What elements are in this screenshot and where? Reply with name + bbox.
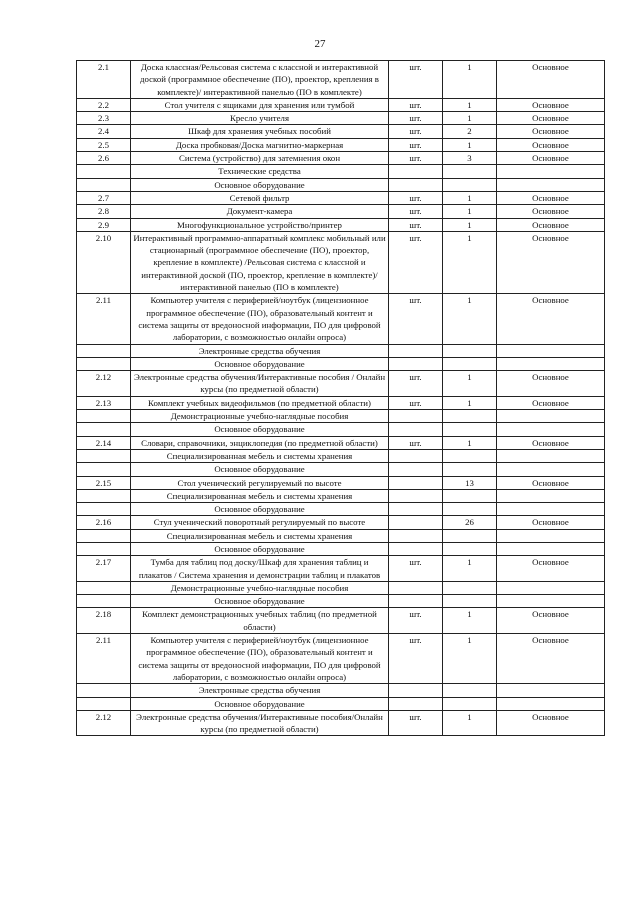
empty-cell	[443, 357, 497, 370]
section-header-row	[77, 344, 605, 357]
item-category: Основное	[497, 516, 605, 529]
subsection-title: Основное оборудование	[131, 697, 389, 710]
item-code: 2.18	[77, 608, 131, 634]
section-title: Демонстрационные учебно-наглядные пособия	[131, 581, 389, 594]
section-header-row	[77, 529, 605, 542]
item-quantity: 3	[443, 152, 497, 165]
item-name: Многофункциональное устройство/принтер	[131, 218, 389, 231]
empty-cell	[497, 410, 605, 423]
subsection-title: Основное оборудование	[131, 357, 389, 370]
section-title: Электронные средства обучения	[131, 344, 389, 357]
item-code: 2.8	[77, 205, 131, 218]
item-quantity: 26	[443, 516, 497, 529]
table-row	[77, 396, 605, 409]
empty-cell	[77, 542, 131, 555]
item-category: Основное	[497, 191, 605, 204]
table-row	[77, 231, 605, 293]
item-code: 2.6	[77, 152, 131, 165]
item-unit: шт.	[389, 396, 443, 409]
empty-cell	[389, 357, 443, 370]
empty-cell	[77, 344, 131, 357]
empty-cell	[77, 489, 131, 502]
empty-cell	[443, 529, 497, 542]
empty-cell	[389, 542, 443, 555]
item-code: 2.10	[77, 231, 131, 293]
empty-cell	[497, 423, 605, 436]
item-name: Документ-камера	[131, 205, 389, 218]
item-name: Стол ученический регулируемый по высоте	[131, 476, 389, 489]
item-unit: шт.	[389, 634, 443, 684]
item-name: Интерактивный программно-аппаратный комплекс мобильный или стационарный (программное обеспечение (ПО), проектор, крепление в комплекте) /Рельсовая система с классной и интерактивной доской (ПО, проектор, крепление в комплекте)/ интерактивной панелью (ПО в комплекте)	[131, 231, 389, 293]
section-header-row	[77, 410, 605, 423]
item-quantity: 13	[443, 476, 497, 489]
section-title: Специализированная мебель и системы хранения	[131, 489, 389, 502]
table-row	[77, 371, 605, 397]
empty-cell	[389, 165, 443, 178]
item-name: Тумба для таблиц под доску/Шкаф для хранения таблиц и плакатов / Система хранения и демонстрации таблиц и плакатов	[131, 556, 389, 582]
table-row	[77, 112, 605, 125]
item-code: 2.5	[77, 138, 131, 151]
item-name: Комплект демонстрационных учебных таблиц (по предметной области)	[131, 608, 389, 634]
empty-cell	[497, 489, 605, 502]
table-row	[77, 205, 605, 218]
table-row	[77, 152, 605, 165]
empty-cell	[443, 344, 497, 357]
item-code: 2.12	[77, 710, 131, 736]
empty-cell	[77, 410, 131, 423]
table-row	[77, 608, 605, 634]
item-quantity: 2	[443, 125, 497, 138]
empty-cell	[389, 529, 443, 542]
page-number: 27	[314, 38, 326, 50]
subsection-title: Основное оборудование	[131, 595, 389, 608]
empty-cell	[389, 178, 443, 191]
subsection-header-row	[77, 423, 605, 436]
empty-cell	[389, 697, 443, 710]
item-unit: шт.	[389, 556, 443, 582]
item-unit	[389, 476, 443, 489]
item-code: 2.3	[77, 112, 131, 125]
empty-cell	[497, 449, 605, 462]
empty-cell	[497, 178, 605, 191]
table-row	[77, 294, 605, 344]
table-row	[77, 516, 605, 529]
empty-cell	[77, 178, 131, 191]
section-title: Специализированная мебель и системы хранения	[131, 529, 389, 542]
item-category: Основное	[497, 205, 605, 218]
item-category: Основное	[497, 112, 605, 125]
empty-cell	[443, 503, 497, 516]
item-category: Основное	[497, 231, 605, 293]
item-name: Стул ученический поворотный регулируемый по высоте	[131, 516, 389, 529]
item-code: 2.17	[77, 556, 131, 582]
subsection-title: Основное оборудование	[131, 503, 389, 516]
item-code: 2.9	[77, 218, 131, 231]
item-category: Основное	[497, 608, 605, 634]
table-row	[77, 125, 605, 138]
subsection-title: Основное оборудование	[131, 542, 389, 555]
empty-cell	[77, 463, 131, 476]
item-category: Основное	[497, 125, 605, 138]
item-code: 2.2	[77, 98, 131, 111]
empty-cell	[497, 697, 605, 710]
item-quantity: 1	[443, 634, 497, 684]
empty-cell	[443, 581, 497, 594]
empty-cell	[497, 684, 605, 697]
item-quantity: 1	[443, 138, 497, 151]
empty-cell	[389, 489, 443, 502]
section-header-row	[77, 489, 605, 502]
section-title: Специализированная мебель и системы хранения	[131, 449, 389, 462]
item-name: Стол учителя с ящиками для хранения или тумбой	[131, 98, 389, 111]
item-quantity: 1	[443, 436, 497, 449]
section-title: Электронные средства обучения	[131, 684, 389, 697]
item-category: Основное	[497, 218, 605, 231]
table-row	[77, 476, 605, 489]
empty-cell	[389, 463, 443, 476]
item-name: Электронные средства обучения/Интерактивные пособия / Онлайн курсы (по предметной области)	[131, 371, 389, 397]
table-row	[77, 556, 605, 582]
item-code: 2.12	[77, 371, 131, 397]
empty-cell	[77, 165, 131, 178]
empty-cell	[497, 344, 605, 357]
table-row	[77, 191, 605, 204]
empty-cell	[77, 357, 131, 370]
subsection-header-row	[77, 697, 605, 710]
empty-cell	[443, 684, 497, 697]
empty-cell	[497, 529, 605, 542]
item-name: Сетевой фильтр	[131, 191, 389, 204]
item-name: Доска пробковая/Доска магнитно-маркерная	[131, 138, 389, 151]
item-unit: шт.	[389, 98, 443, 111]
subsection-header-row	[77, 503, 605, 516]
empty-cell	[389, 344, 443, 357]
item-quantity: 1	[443, 205, 497, 218]
item-code: 2.15	[77, 476, 131, 489]
item-code: 2.16	[77, 516, 131, 529]
empty-cell	[497, 357, 605, 370]
empty-cell	[443, 165, 497, 178]
item-quantity: 1	[443, 710, 497, 736]
empty-cell	[443, 463, 497, 476]
section-title: Технические средства	[131, 165, 389, 178]
item-unit	[389, 516, 443, 529]
empty-cell	[77, 423, 131, 436]
empty-cell	[389, 595, 443, 608]
item-category: Основное	[497, 634, 605, 684]
item-category: Основное	[497, 396, 605, 409]
table-row	[77, 436, 605, 449]
item-unit: шт.	[389, 152, 443, 165]
subsection-header-row	[77, 463, 605, 476]
empty-cell	[389, 449, 443, 462]
empty-cell	[77, 529, 131, 542]
item-unit: шт.	[389, 231, 443, 293]
item-category: Основное	[497, 98, 605, 111]
section-header-row	[77, 581, 605, 594]
subsection-header-row	[77, 595, 605, 608]
empty-cell	[443, 178, 497, 191]
item-name: Электронные средства обучения/Интерактивные пособия/Онлайн курсы (по предметной области)	[131, 710, 389, 736]
subsection-title: Основное оборудование	[131, 463, 389, 476]
item-name: Система (устройство) для затемнения окон	[131, 152, 389, 165]
empty-cell	[497, 463, 605, 476]
item-name: Доска классная/Рельсовая система с классной и интерактивной доской (программное обеспечение (ПО), проектор, крепления в комплекте)/ интерактивной панелью (ПО в комплекте)	[131, 61, 389, 99]
item-unit: шт.	[389, 436, 443, 449]
item-quantity: 1	[443, 218, 497, 231]
empty-cell	[497, 542, 605, 555]
empty-cell	[443, 449, 497, 462]
item-unit: шт.	[389, 125, 443, 138]
item-quantity: 1	[443, 294, 497, 344]
item-unit: шт.	[389, 710, 443, 736]
equipment-table-body	[77, 61, 605, 736]
section-title: Демонстрационные учебно-наглядные пособия	[131, 410, 389, 423]
item-code: 2.4	[77, 125, 131, 138]
subsection-header-row	[77, 178, 605, 191]
item-name: Словари, справочники, энциклопедия (по предметной области)	[131, 436, 389, 449]
item-quantity: 1	[443, 608, 497, 634]
table-row	[77, 138, 605, 151]
section-header-row	[77, 684, 605, 697]
item-code: 2.7	[77, 191, 131, 204]
empty-cell	[443, 595, 497, 608]
item-quantity: 1	[443, 98, 497, 111]
item-quantity: 1	[443, 191, 497, 204]
equipment-table	[76, 60, 605, 736]
empty-cell	[389, 503, 443, 516]
item-quantity: 1	[443, 61, 497, 99]
item-code: 2.14	[77, 436, 131, 449]
item-category: Основное	[497, 294, 605, 344]
empty-cell	[77, 697, 131, 710]
table-row	[77, 710, 605, 736]
item-category: Основное	[497, 710, 605, 736]
empty-cell	[497, 581, 605, 594]
item-unit: шт.	[389, 61, 443, 99]
section-header-row	[77, 165, 605, 178]
empty-cell	[389, 423, 443, 436]
item-category: Основное	[497, 556, 605, 582]
item-category: Основное	[497, 476, 605, 489]
empty-cell	[389, 410, 443, 423]
empty-cell	[443, 423, 497, 436]
item-code: 2.1	[77, 61, 131, 99]
table-row	[77, 218, 605, 231]
item-category: Основное	[497, 152, 605, 165]
empty-cell	[443, 542, 497, 555]
empty-cell	[77, 449, 131, 462]
item-name: Кресло учителя	[131, 112, 389, 125]
empty-cell	[77, 581, 131, 594]
item-quantity: 1	[443, 556, 497, 582]
item-unit: шт.	[389, 371, 443, 397]
item-unit: шт.	[389, 294, 443, 344]
empty-cell	[443, 410, 497, 423]
item-unit: шт.	[389, 138, 443, 151]
empty-cell	[497, 503, 605, 516]
item-code: 2.13	[77, 396, 131, 409]
item-category: Основное	[497, 138, 605, 151]
item-code: 2.11	[77, 294, 131, 344]
table-row	[77, 634, 605, 684]
item-unit: шт.	[389, 191, 443, 204]
item-quantity: 1	[443, 371, 497, 397]
subsection-header-row	[77, 542, 605, 555]
empty-cell	[389, 684, 443, 697]
item-unit: шт.	[389, 112, 443, 125]
item-unit: шт.	[389, 205, 443, 218]
item-category: Основное	[497, 436, 605, 449]
item-name: Компьютер учителя с периферией/ноутбук (лицензионное программное обеспечение (ПО), образовательный контент и система защиты от вредоносной информации, ПО для цифровой лаборатории, с возможностью онлайн опроса)	[131, 634, 389, 684]
subsection-title: Основное оборудование	[131, 423, 389, 436]
empty-cell	[443, 489, 497, 502]
empty-cell	[497, 595, 605, 608]
empty-cell	[77, 503, 131, 516]
section-header-row	[77, 449, 605, 462]
item-unit: шт.	[389, 218, 443, 231]
item-category: Основное	[497, 61, 605, 99]
item-quantity: 1	[443, 112, 497, 125]
table-row	[77, 98, 605, 111]
item-quantity: 1	[443, 231, 497, 293]
item-name: Комплект учебных видеофильмов (по предметной области)	[131, 396, 389, 409]
empty-cell	[77, 595, 131, 608]
empty-cell	[443, 697, 497, 710]
empty-cell	[497, 165, 605, 178]
item-code: 2.11	[77, 634, 131, 684]
item-name: Компьютер учителя с периферией/ноутбук (лицензионное программное обеспечение (ПО), образовательный контент и система защиты от вредоносной информации, ПО для цифровой лаборатории, с возможностью онлайн опроса)	[131, 294, 389, 344]
item-quantity: 1	[443, 396, 497, 409]
table-row	[77, 61, 605, 99]
item-unit: шт.	[389, 608, 443, 634]
subsection-title: Основное оборудование	[131, 178, 389, 191]
empty-cell	[389, 581, 443, 594]
subsection-header-row	[77, 357, 605, 370]
empty-cell	[77, 684, 131, 697]
item-category: Основное	[497, 371, 605, 397]
item-name: Шкаф для хранения учебных пособий	[131, 125, 389, 138]
